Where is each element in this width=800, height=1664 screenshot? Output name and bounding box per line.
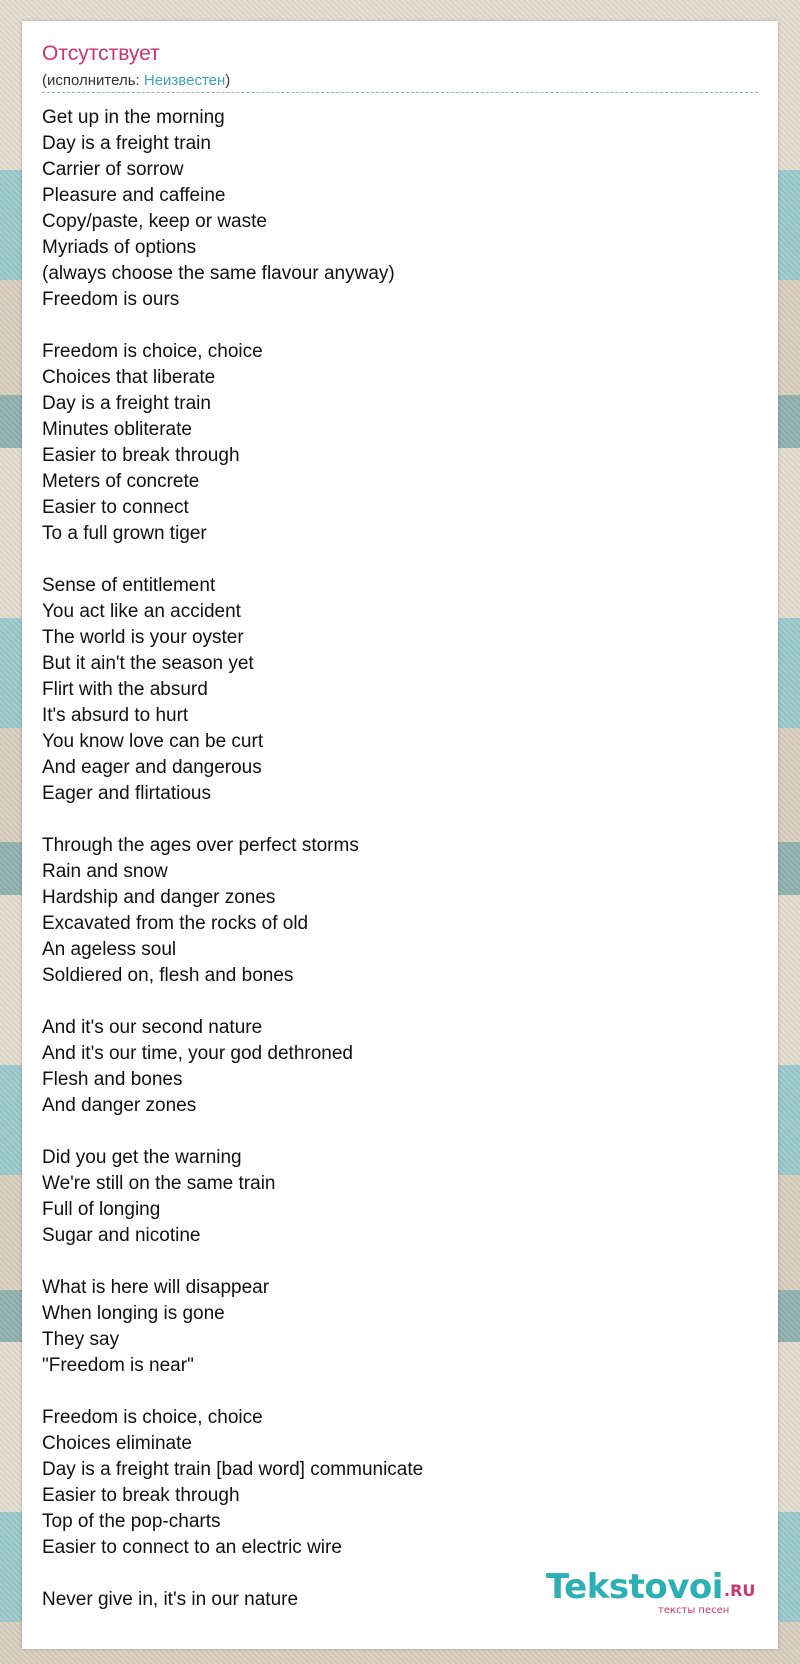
lyric-line: The world is your oyster <box>42 627 244 648</box>
lyric-line: Sugar and nicotine <box>42 1225 201 1246</box>
lyric-line: And danger zones <box>42 1095 197 1116</box>
lyrics-text <box>42 105 423 1613</box>
lyric-line: What is here will disappear <box>42 1277 270 1298</box>
lyric-line: Did you get the warning <box>42 1147 242 1168</box>
lyric-line: Excavated from the rocks of old <box>42 913 309 934</box>
lyric-line: It's absurd to hurt <box>42 705 189 726</box>
lyric-line: Through the ages over perfect storms <box>42 835 359 856</box>
lyric-line: (always choose the same flavour anyway) <box>42 263 395 284</box>
lyric-line: Choices that liberate <box>42 367 216 388</box>
stanza-break <box>42 1561 423 1587</box>
lyric-line: Day is a freight train <box>42 133 211 154</box>
logo-suffix: .RU <box>724 1581 756 1600</box>
lyric-line: Freedom is ours <box>42 289 180 310</box>
lyric-line: Rain and snow <box>42 861 168 882</box>
lyrics-card <box>22 21 778 1649</box>
lyric-line: Minutes obliterate <box>42 419 192 440</box>
lyric-line: Myriads of options <box>42 237 197 258</box>
lyric-line: Get up in the morning <box>42 107 225 128</box>
lyric-line: And it's our time, your god dethroned <box>42 1043 353 1064</box>
lyric-line: Pleasure and caffeine <box>42 185 226 206</box>
lyric-line: Top of the pop-charts <box>42 1511 221 1532</box>
lyric-line: Never give in, it's in our nature <box>42 1589 299 1610</box>
lyric-line: Flesh and bones <box>42 1069 183 1090</box>
lyric-line: Easier to break through <box>42 1485 240 1506</box>
lyric-line: Easier to break through <box>42 445 240 466</box>
lyric-line: Easier to connect <box>42 497 189 518</box>
lyric-line: Hardship and danger zones <box>42 887 276 908</box>
logo-tagline: тексты песен <box>658 1605 730 1616</box>
logo-name: Tekstovoi <box>546 1567 723 1607</box>
artist-suffix: ) <box>225 72 231 89</box>
title-divider <box>42 92 758 93</box>
lyric-line: You act like an accident <box>42 601 241 622</box>
lyric-line: Choices eliminate <box>42 1433 192 1454</box>
lyric-line: When longing is gone <box>42 1303 225 1324</box>
lyric-line: Eager and flirtatious <box>42 783 211 804</box>
lyric-line: But it ain't the season yet <box>42 653 254 674</box>
lyric-line: Full of longing <box>42 1199 161 1220</box>
lyric-line: Day is a freight train [bad word] communicate <box>42 1459 424 1480</box>
stanza-break <box>42 1119 423 1145</box>
lyric-line: Carrier of sorrow <box>42 159 184 180</box>
song-subtitle <box>42 72 230 90</box>
lyric-line: You know love can be curt <box>42 731 264 752</box>
stanza-break <box>42 807 423 833</box>
lyric-line: Freedom is choice, choice <box>42 1407 263 1428</box>
lyric-line: To a full grown tiger <box>42 523 207 544</box>
lyric-line: Meters of concrete <box>42 471 200 492</box>
song-title: Отсутствует <box>42 42 160 65</box>
lyric-line: "Freedom is near" <box>42 1355 194 1376</box>
lyric-line: Easier to connect to an electric wire <box>42 1537 342 1558</box>
lyric-line: Sense of entitlement <box>42 575 216 596</box>
artist-prefix: (исполнитель: <box>42 72 144 89</box>
lyric-line: Flirt with the absurd <box>42 679 208 700</box>
stanza-break <box>42 1249 423 1275</box>
lyric-line: An ageless soul <box>42 939 177 960</box>
lyric-line: They say <box>42 1329 120 1350</box>
artist-link[interactable]: Неизвестен <box>143 72 226 89</box>
stanza-break <box>42 313 423 339</box>
site-logo[interactable] <box>546 1567 786 1640</box>
lyric-line: Freedom is choice, choice <box>42 341 263 362</box>
lyric-line: Copy/paste, keep or waste <box>42 211 267 232</box>
lyric-line: And it's our second nature <box>42 1017 263 1038</box>
stanza-break <box>42 989 423 1015</box>
lyric-line: Soldiered on, flesh and bones <box>42 965 294 986</box>
lyric-line: We're still on the same train <box>42 1173 276 1194</box>
lyric-line: And eager and dangerous <box>42 757 262 778</box>
stanza-break <box>42 1379 423 1405</box>
stanza-break <box>42 547 423 573</box>
lyric-line: Day is a freight train <box>42 393 211 414</box>
